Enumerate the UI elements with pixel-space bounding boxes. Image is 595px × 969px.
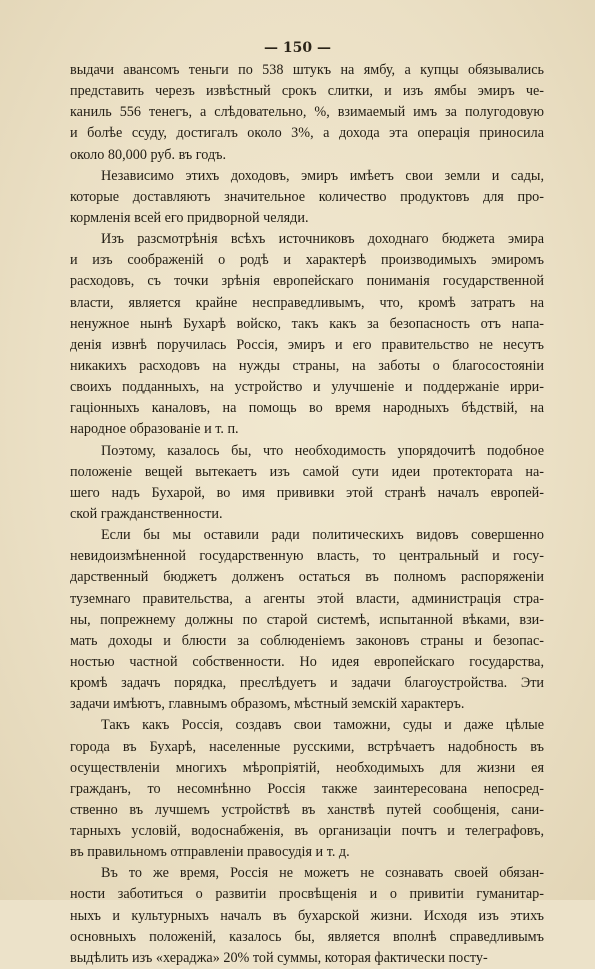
text-line: тарныхъ условій, водоснабженія, въ организаціи почтъ и телеграфовъ, bbox=[70, 823, 544, 840]
text-line: города въ Бухарѣ, населенные русскими, встрѣчаетъ надобность въ bbox=[70, 738, 544, 755]
text-line: своихъ подданныхъ, на устройство и улучшеніе и поддержаніе ирри- bbox=[70, 379, 544, 396]
text-line: задачи имѣютъ, главнымъ образомъ, мѣстный земскій характеръ. bbox=[70, 696, 465, 713]
text-line: ственно въ лучшемъ устройствѣ въ ханствѣ путей сообщенія, сани- bbox=[70, 801, 544, 818]
paragraph bbox=[70, 229, 544, 440]
text-line: денія извнѣ поручилась Россія, эмиръ и его правительство не несутъ bbox=[70, 336, 544, 353]
text-line: выдачи авансомъ теньги по 538 штукъ на ямбу, а купцы обязывались bbox=[70, 62, 544, 78]
text-line: туземнаго правительства, а агенты этой власти, администрація стра- bbox=[70, 590, 544, 607]
paragraph bbox=[70, 60, 544, 166]
text-line: кормленія всей его придворной челяди. bbox=[70, 209, 309, 226]
paragraph bbox=[70, 441, 544, 526]
text-line: Поэтому, казалось бы, что необходимость упорядочитѣ подобное bbox=[101, 442, 544, 459]
page-number: — 150 — bbox=[264, 40, 331, 56]
paragraph bbox=[70, 166, 544, 229]
text-line: представить черезъ извѣстный срокъ слитки, и изъ ямбы эмиръ че- bbox=[70, 83, 544, 100]
text-line: Такъ какъ Россія, создавъ свои таможни, суды и даже цѣлые bbox=[101, 717, 544, 734]
text-line: дарственный бюджетъ долженъ остаться въ полномъ распоряженіи bbox=[70, 569, 544, 586]
text-line: выдѣлить изъ «хераджа» 20% той суммы, которая фактически посту- bbox=[70, 949, 488, 966]
text-line: основныхъ положеній, казалось бы, является вполнѣ справедливымъ bbox=[70, 928, 544, 945]
text-line: невидоизмѣненной государственную власть, то центральный и госу- bbox=[70, 548, 544, 565]
paragraph bbox=[70, 525, 544, 715]
text-line: ской гражданственности. bbox=[70, 505, 223, 522]
text-line: и болѣе ссуду, достигалъ около 3%, а дохода эта операція приносила bbox=[70, 125, 544, 142]
text-line: Независимо этихъ доходовъ, эмиръ имѣетъ свои земли и сады, bbox=[101, 167, 544, 184]
text-line: никакихъ расходовъ на нужды страны, на заботы о благосостояніи bbox=[70, 357, 544, 374]
text-line: расходовъ, съ точки зрѣнія европейскаго пониманія государственной bbox=[70, 273, 544, 290]
text-line: шего надъ Бухарой, во имя прививки этой странѣ началъ европей- bbox=[70, 484, 544, 501]
text-line: въ правильномъ отправленіи правосудія и т. д. bbox=[70, 844, 350, 861]
text-line: осуществленіи многихъ мѣропріятій, необходимыхъ для жизни ея bbox=[70, 759, 544, 776]
text-line: положеніе вещей вытекаетъ изъ самой сути идеи протектората на- bbox=[70, 463, 544, 480]
text-line: ныхъ и культурныхъ началъ въ бухарской жизни. Исходя изъ этихъ bbox=[70, 907, 544, 924]
text-line: кромѣ задачъ порядка, преслѣдуетъ и задачи благоустройства. Эти bbox=[70, 675, 544, 692]
text-line: народное образованіе и т. п. bbox=[70, 421, 239, 438]
text-line: Если бы мы оставили ради политическихъ видовъ совершенно bbox=[101, 527, 544, 544]
paragraph bbox=[70, 863, 544, 969]
text-line: Изъ разсмотрѣнія всѣхъ источниковъ доходнаго бюджета эмира bbox=[101, 231, 544, 248]
text-line: гражданъ, то несомнѣнно Россія также заинтересована непосред- bbox=[70, 780, 544, 797]
text-line: мать доходы и блюсти за соблюденіемъ законовъ страны и безопас- bbox=[70, 632, 544, 649]
text-line: каниль 556 тенегъ, а слѣдовательно, %, взимаемый имъ за полугодовую bbox=[70, 104, 544, 121]
body-text bbox=[70, 60, 544, 969]
text-line: гаціонныхъ каналовъ, на помощь во время народныхъ бѣдствій, на bbox=[70, 400, 544, 417]
text-line: около 80,000 руб. въ годъ. bbox=[70, 146, 227, 163]
text-line: ны, попрежнему должны по старой системѣ, испытанной вѣками, взи- bbox=[70, 611, 544, 628]
text-line: и изъ соображеній о родѣ и характерѣ производимыхъ эмиромъ bbox=[70, 252, 544, 269]
text-line: ненужное нынѣ Бухарѣ войско, такъ какъ за безопасность отъ напа- bbox=[70, 315, 544, 332]
text-line: власти, является крайне несправедливымъ, что, кромѣ затратъ на bbox=[70, 294, 544, 311]
text-line: Въ то же время, Россія не можетъ не сознавать своей обязан- bbox=[101, 865, 544, 882]
paragraph bbox=[70, 715, 544, 863]
text-line: которые доставляютъ значительное количество продуктовъ для про- bbox=[70, 188, 544, 205]
text-line: ности заботиться о развитіи просвѣщенія и о привитіи гуманитар- bbox=[70, 886, 544, 903]
text-line: ностью частной собственности. Но идея европейскаго государства, bbox=[70, 653, 544, 670]
